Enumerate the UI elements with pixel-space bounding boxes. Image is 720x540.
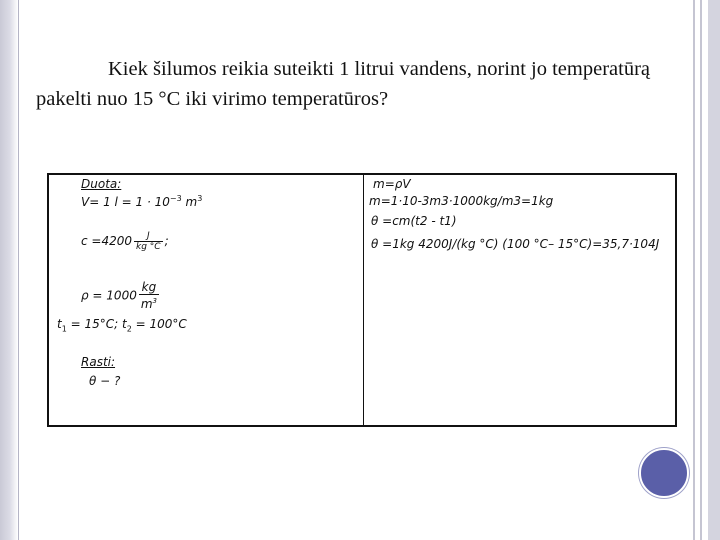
solution-line-1: m=ρV bbox=[373, 177, 411, 191]
solution-panel bbox=[47, 173, 677, 427]
given-column bbox=[49, 175, 361, 425]
solution-column bbox=[367, 175, 677, 425]
frame-line bbox=[693, 0, 695, 540]
right-decorative-frame bbox=[686, 0, 720, 540]
question-text: Kiek šilumos reikia suteikti 1 litrui vandens, norint jo temperatūrą pakelti nuo 15 °C iki virimo temperatūros? bbox=[36, 58, 650, 110]
left-decorative-rail bbox=[0, 0, 19, 540]
find-target: θ − ? bbox=[89, 374, 121, 388]
solution-line-4: θ =1kg 4200J/(kg °C) (100 °C– 15°C)=35,7·104J bbox=[371, 237, 660, 251]
given-temperatures: $t_1 = 15^\circ C$; $t_2 = 100^\circ C$ bbox=[57, 317, 187, 334]
given-volume: V= 1 $l = 1 \cdot 10^{-3}$ $m^3$ bbox=[81, 194, 203, 209]
find-heading: Rasti: bbox=[81, 355, 116, 369]
panel-divider bbox=[363, 175, 364, 425]
solution-line-3: θ =cm(t2 - t1) bbox=[371, 214, 457, 228]
given-density: ρ = 1000 $\frac{kg}{m^3}$ bbox=[81, 280, 158, 311]
given-heading: Duota: bbox=[81, 177, 122, 191]
solution-line-2: m=1·10-3m3·1000kg/m3=1kg bbox=[369, 194, 554, 208]
decorative-circle bbox=[639, 448, 689, 498]
frame-line bbox=[700, 0, 702, 540]
given-specific-heat: c =4200 $\frac{J}{kg ^\circ C}$ ; bbox=[81, 231, 169, 252]
frame-band bbox=[708, 0, 720, 540]
